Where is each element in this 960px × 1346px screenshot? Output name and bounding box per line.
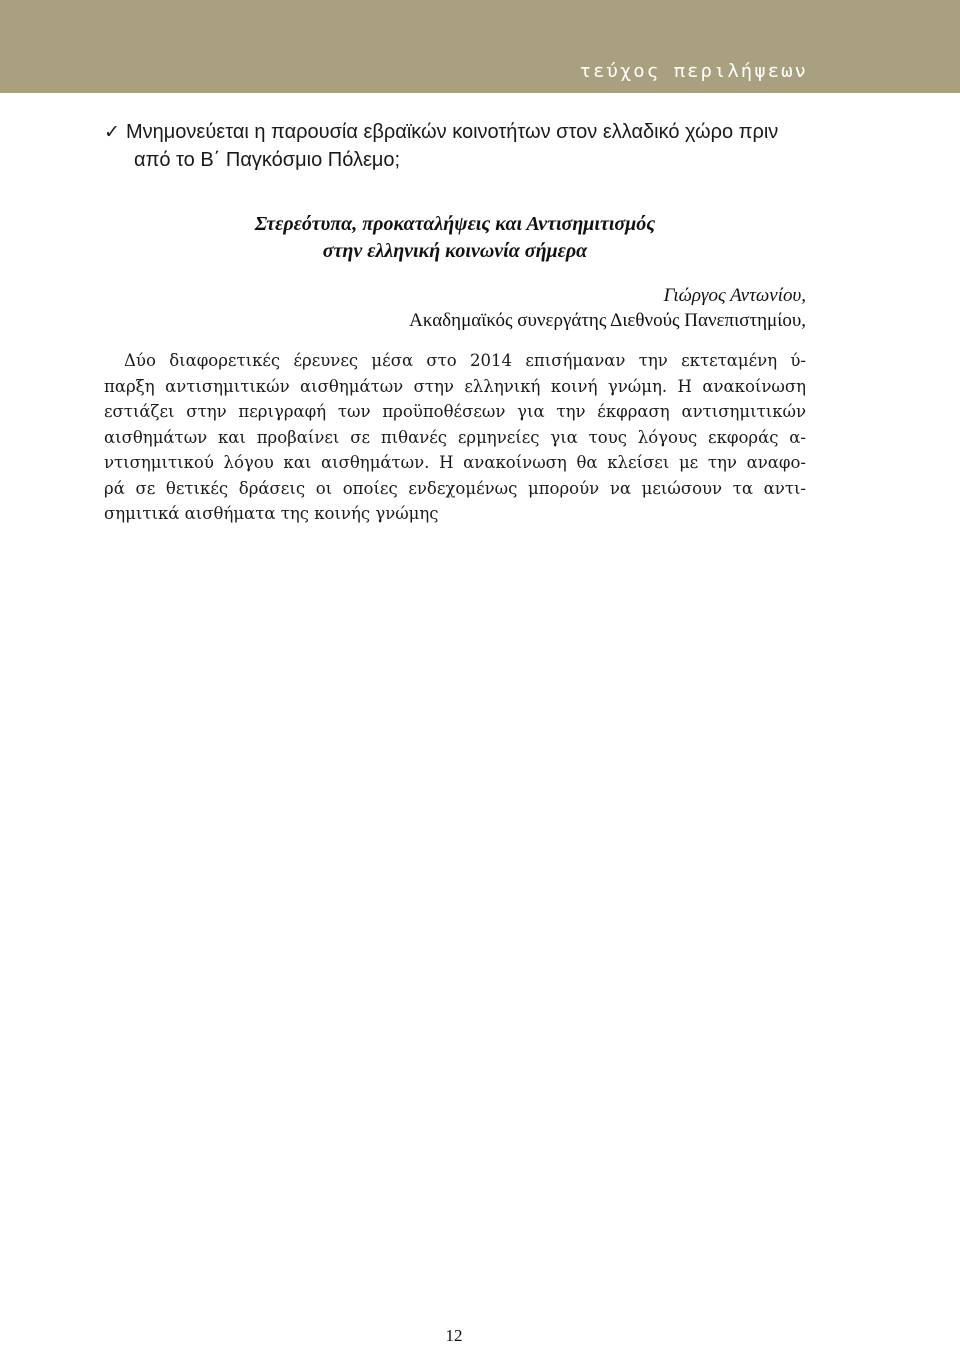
abstract-paragraph — [104, 348, 806, 527]
abstract-line: ρά σε θετικές δράσεις οι οποίες ενδεχομένως μπορούν να μειώσουν τα αντι- — [104, 478, 806, 498]
check-icon: ✓ — [104, 121, 120, 143]
article-title-line-1: Στερεότυπα, προκαταλήψεις και Αντισημιτισμός — [254, 213, 656, 235]
abstract-line: αισθημάτων και προβαίνει σε πιθανές ερμηνείες για τους λόγους εκφοράς α- — [104, 427, 806, 447]
question-item — [104, 118, 824, 174]
author-affiliation: Ακαδημαϊκός συνεργάτης Διεθνούς Πανεπιστημίου, — [409, 310, 806, 331]
abstract-line: σημιτικά αισθήματα της κοινής γνώμης — [104, 504, 439, 523]
abstract-line: ντισημιτικού λόγου και αισθημάτων. Η ανακοίνωση θα κλείσει με την αναφο- — [104, 453, 806, 472]
question-line-2: από το Β΄ Παγκόσμιο Πόλεμο; — [134, 149, 401, 171]
author-name: Γιώργος Αντωνίου, — [663, 285, 806, 306]
article-title — [104, 211, 806, 265]
author-block — [104, 283, 806, 333]
page-number: 12 — [445, 1326, 463, 1345]
abstract-line: εστιάζει στην περιγραφή των προϋποθέσεων για την έκφραση αντισημιτικών — [104, 402, 806, 421]
header-band — [0, 0, 960, 93]
question-line-1: Μνημονεύεται η παρουσία εβραϊκών κοινοτήτων στον ελλαδικό χώρο πριν — [126, 121, 779, 143]
article-title-line-2: στην ελληνική κοινωνία σήμερα — [322, 240, 588, 262]
abstract-line: παρξη αντισημιτικών αισθημάτων στην ελληνική κοινή γνώμη. Η ανακοίνωση — [104, 376, 806, 396]
header-title: τεύχος περιλήψεων — [579, 60, 808, 82]
abstract-line: Δύο διαφορετικές έρευνες μέσα στο 2014 επισήμαναν την εκτεταμένη ύ- — [124, 351, 806, 370]
